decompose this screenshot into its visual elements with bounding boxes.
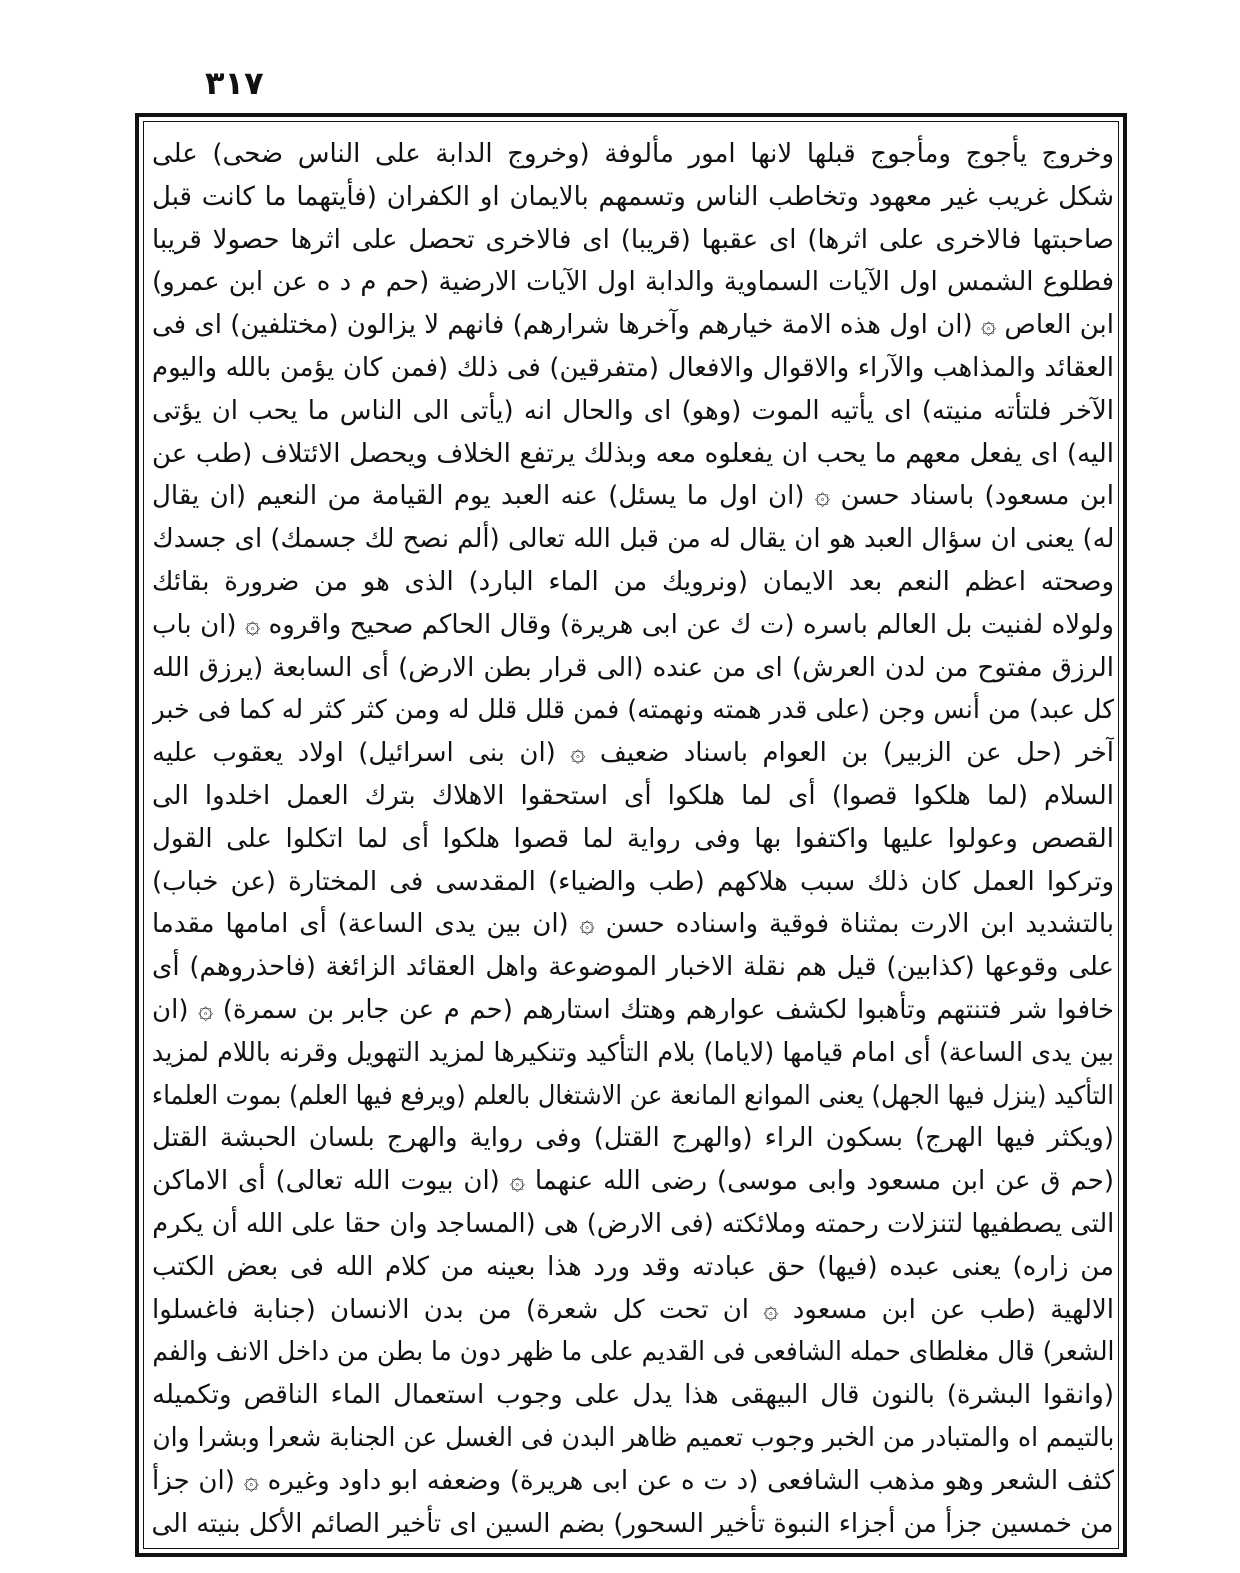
text-line [152,647,1114,690]
text-line [152,390,1114,433]
text-line-content: ابن العاص ۞ (ان اول هذه الامة خيارهم وآخرها شرارهم) فانهم لا يزالون (مختلفين) اى فى [152,310,1114,341]
text-line [152,861,1114,904]
text-line-content: اليه) اى يفعل معهم ما يحب ان يفعلوه معه وبذلك يرتفع الخلاف ويحصل الائتلاف (طب عن [152,438,1114,469]
text-line [152,989,1114,1032]
text-line [152,689,1114,732]
text-line [152,1289,1114,1332]
body-text [152,133,1114,1545]
text-line [152,1460,1114,1503]
text-line-content: الالهية (طب عن ابن مسعود ۞ ان تحت كل شعرة) من بدن الانسان (جنابة فاغسلوا [152,1294,1114,1325]
text-line-content: شكل غريب غير معهود وتخاطب الناس وتسمهم بالايمان او الكفران (فأيتهما ما كانت قبل [152,181,1114,212]
text-line-content: ولولاه لفنيت بل العالم باسره (ت ك عن ابى هريرة) وقال الحاكم صحيح واقروه ۞ (ان باب [152,609,1114,640]
text-line-content: التى يصطفيها لتنزلات رحمته وملائكته (فى الارض) هى (المساجد وان حقا على الله أن يكرم [152,1208,1114,1239]
text-line [152,133,1114,176]
text-line-content: بالتيمم اه والمتبادر من الخبر وجوب تعميم ظاهر البدن فى الغسل عن الجنابة شعرا وبشرا وان [152,1422,1114,1453]
text-line [152,561,1114,604]
text-line [152,1331,1114,1374]
page-number: ٣١٧ [205,64,264,102]
text-line [152,1117,1114,1160]
text-line [152,347,1114,390]
text-line [152,946,1114,989]
text-line [152,261,1114,304]
text-line [152,1374,1114,1417]
text-line [152,518,1114,561]
text-line-content: (حم ق عن ابن مسعود وابى موسى) رضى الله عنهما ۞ (ان بيوت الله تعالى) أى الاماكن [152,1166,1114,1197]
text-line [152,433,1114,476]
text-line-content: بين يدى الساعة) أى امام قيامها (لاياما) بلام التأكيد وتنكيرها لمزيد التهويل وقرنه باللام لمزيد [152,1037,1114,1068]
text-line [152,1032,1114,1075]
text-line-content: صاحبتها فالاخرى على اثرها) اى عقبها (قريبا) اى فالاخرى تحصل على اثرها حصولا قريبا [152,224,1114,255]
text-line-content: الرزق مفتوح من لدن العرش) اى من عنده (الى قرار بطن الارض) أى السابعة (يرزق الله [152,652,1114,683]
text-line-content: التأكيد (ينزل فيها الجهل) يعنى الموانع المانعة عن الاشتغال بالعلم (ويرفع فيها العلم) بموت العلماء [152,1080,1114,1111]
text-line [152,1503,1114,1546]
text-line-content: من زاره) يعنى عبده (فيها) حق عبادته وقد ورد هذا بعينه من كلام الله فى بعض الكتب [152,1251,1114,1282]
text-line-content: الشعر) قال مغلطاى حمله الشافعى فى القديم على ما ظهر دون ما بطن من داخل الانف والفم [152,1337,1114,1368]
text-line [152,219,1114,262]
text-line-content: فطلوع الشمس اول الآيات السماوية والدابة اول الآيات الارضية (حم م د ه عن ابن عمرو) [152,267,1114,298]
text-line [152,1417,1114,1460]
text-line [152,604,1114,647]
text-line-content: الآخر فلتأته منيته) اى يأتيه الموت (وهو) اى والحال انه (يأتى الى الناس ما يحب ان يؤتى [152,395,1114,426]
text-line [152,1160,1114,1203]
text-line-content: كثف الشعر وهو مذهب الشافعى (د ت ه عن ابى هريرة) وضعفه ابو داود وغيره ۞ (ان جزأ [152,1465,1114,1496]
text-line [152,475,1114,518]
text-line-content: وصحته اعظم النعم بعد الايمان (ونرويك من الماء البارد) الذى هو من ضرورة بقائك [152,566,1114,597]
text-line-content: له) يعنى ان سؤال العبد هو ان يقال له من قبل الله تعالى (ألم نصح لك جسمك) اى جسدك [152,524,1114,555]
text-line-content: القصص وعولوا عليها واكتفوا بها وفى رواية لما قصوا هلكوا أى لما اتكلوا على القول [152,823,1114,854]
text-line-content: السلام (لما هلكوا قصوا) أى لما هلكوا أى استحقوا الاهلاك بترك العمل اخلدوا الى [152,780,1114,811]
text-line-content: وتركوا العمل كان ذلك سبب هلاكهم (طب والضياء) المقدسى فى المختارة (عن خباب) [152,866,1114,897]
text-line [152,732,1114,775]
text-line-content: آخر (حل عن الزبير) بن العوام باسناد ضعيف ۞ (ان بنى اسرائيل) اولاد يعقوب عليه [152,738,1114,769]
text-line [152,1246,1114,1289]
text-line [152,1203,1114,1246]
text-line [152,903,1114,946]
text-line-content: وخروج يأجوج ومأجوج قبلها لانها امور مألوفة (وخروج الدابة على الناس ضحى) على [152,139,1114,169]
text-line-content: (وانقوا البشرة) بالنون قال البيهقى هذا يدل على وجوب استعمال الماء الناقص وتكميله [152,1380,1114,1411]
text-line-content: من خمسين جزأ من أجزاء النبوة تأخير السحور) بضم السين اى تأخير الصائم الأكل بنيته الى [152,1508,1114,1539]
text-line-content: ابن مسعود) باسناد حسن ۞ (ان اول ما يسئل) عنه العبد يوم القيامة من النعيم (ان يقال [152,481,1114,512]
text-line-content: على وقوعها (كذابين) قيل هم نقلة الاخبار الموضوعة واهل العقائد الزائغة (فاحذروهم) أى [152,952,1114,983]
text-line [152,176,1114,219]
text-line [152,1075,1114,1118]
text-line-content: كل عبد) من أنس وجن (على قدر همته ونهمته) فمن قلل قلل له ومن كثر كثر له كما فى خبر [152,695,1114,726]
text-line-content: بالتشديد ابن الارت بمثناة فوقية واسناده حسن ۞ (ان بين يدى الساعة) أى امامها مقدما [152,909,1114,940]
text-line [152,304,1114,347]
text-line [152,818,1114,861]
text-line [152,775,1114,818]
text-line-content: العقائد والمذاهب والآراء والاقوال والافعال (متفرقين) فى ذلك (فمن كان يؤمن بالله واليوم [152,352,1114,383]
text-line-content: خافوا شر فتنتهم وتأهبوا لكشف عوارهم وهتك استارهم (حم م عن جابر بن سمرة) ۞ (ان [152,994,1114,1025]
text-line-content: (ويكثر فيها الهرج) بسكون الراء (والهرج القتل) وفى رواية والهرج بلسان الحبشة القتل [152,1123,1114,1154]
